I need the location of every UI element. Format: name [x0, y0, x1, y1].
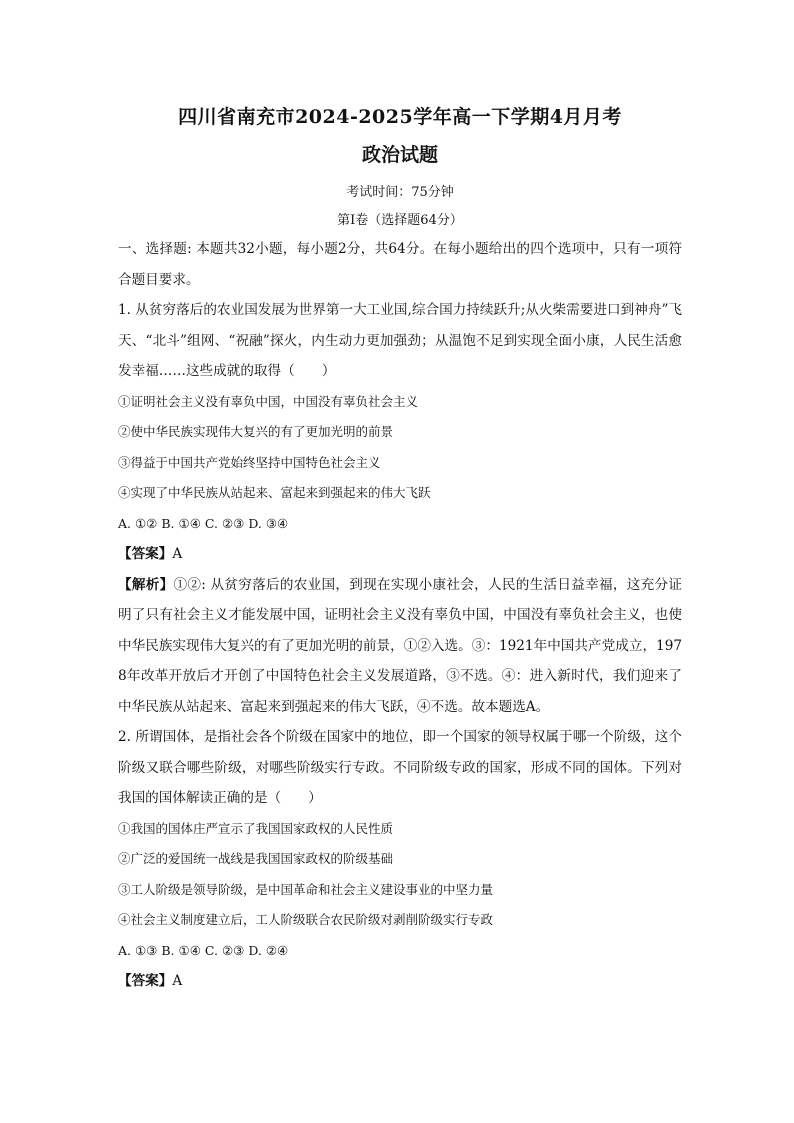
statement-4: ④社会主义制度建立后，工人阶级联合农民阶级对剥削阶级实行专政: [118, 912, 494, 927]
document-title: 四川省南充市2024-2025学年高一下学期4月月考: [178, 106, 622, 128]
analysis-text: ①②: 从贫穷落后的农业国，到现在实现小康社会，人民的生活日益幸福，这充分证明了只有社会主义才能发展中国，证明社会主义没有辜负中国，中国没有辜负社会主义，也使中华民族实现伟大复兴的有了更加光明的前景，①②入选。③：1921年中国共产党成立，1978年改革开放后才开创了中国特色社会主义发展道路，③不选。④：进入新时代，我们迎来了中华民族从站起来、富起来到强起来的伟大飞跃，④不选。故本题选A。: [118, 576, 682, 715]
document-subtitle: 政治试题: [361, 144, 438, 166]
section-title: 第Ⅰ卷（选择题64分）: [337, 213, 463, 228]
statement-3: ③工人阶级是领导阶级，是中国革命和社会主义建设事业的中坚力量: [118, 881, 494, 897]
answer-choices: A. ①③ B. ①④ C. ②③ D. ②④: [118, 942, 289, 958]
question-2: [118, 722, 682, 997]
answer-value: A: [172, 546, 183, 562]
statement-2: ②广泛的爱国统一战线是我国国家政权的阶级基础: [118, 851, 394, 866]
answer-choices: A. ①② B. ①④ C. ②③ D. ③④: [118, 515, 289, 531]
question-stem: 1. 从贫穷落后的农业国发展为世界第一大工业国,综合国力持续跃升;从火柴需要进口到神舟”飞天、“北斗”组网、“祝融”探火，内生动力更加强劲；从温饱不足到实现全面小康，人民生活愈发幸福……这些成就的取得（ ）: [118, 302, 682, 379]
statement-1: ①证明社会主义没有辜负中国，中国没有辜负社会主义: [118, 393, 419, 409]
statement-1: ①我国的国体庄严宣示了我国国家政权的人民性质: [118, 820, 394, 836]
answer-label: 【答案】: [118, 546, 173, 562]
statement-3: ③得益于中国共产党始终坚持中国特色社会主义: [118, 454, 381, 470]
question-stem: 2. 所谓国体，是指社会各个阶级在国家中的地位，即一个国家的领导权属于哪一个阶级，这个阶级又联合哪些阶级，对哪些阶级实行专政。不同阶级专政的国家，形成不同的国体。下列对我国的国体解读正确的是（ ）: [118, 729, 682, 806]
answer-line: [118, 539, 682, 570]
instructions: 一、选择题: 本题共32小题，每小题2分，共64分。在每小题给出的四个选项中，只有一项符合题目要求。: [118, 241, 682, 288]
answer-value: A: [172, 973, 183, 989]
analysis-label: 【解析】: [118, 576, 174, 593]
statement-2: ②使中华民族实现伟大复兴的有了更加光明的前景: [118, 424, 394, 439]
answer-line: [118, 966, 682, 997]
exam-time: 考试时间：75分钟: [346, 185, 454, 200]
answer-label: 【答案】: [118, 973, 173, 989]
statement-4: ④实现了中华民族从站起来、富起来到强起来的伟大飞跃: [118, 485, 431, 500]
analysis-paragraph: [118, 570, 682, 723]
question-1: [118, 295, 682, 722]
